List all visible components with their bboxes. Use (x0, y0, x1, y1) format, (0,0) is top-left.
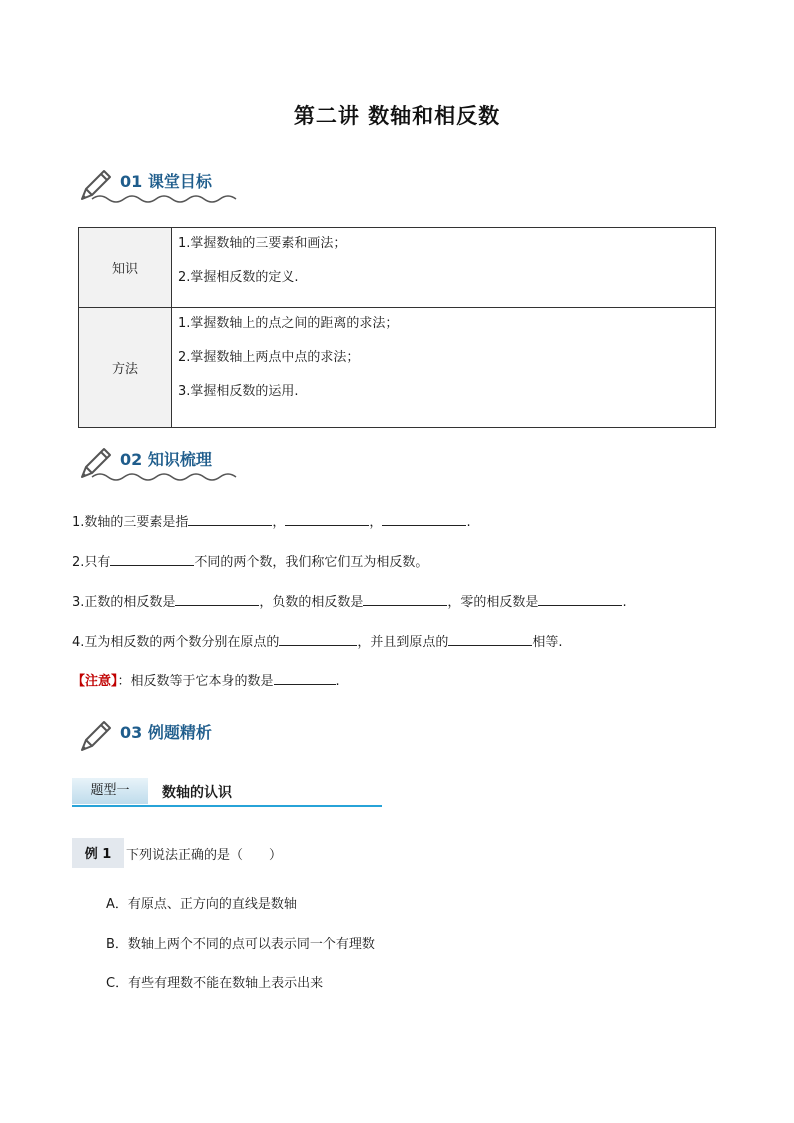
line-text: ：相反数等于它本身的数是 (117, 674, 274, 689)
section-title: 01 课堂目标 (120, 172, 212, 191)
option-b[interactable]: B．数轴上两个不同的点可以表示同一个有理数 (106, 937, 375, 952)
section-header-knowledge (76, 443, 336, 483)
line-text: 3.正数的相反数是 (72, 595, 176, 610)
knowledge-line-2 (72, 551, 428, 570)
line-text: ，并且到原点的 (357, 635, 449, 650)
goals-table (78, 227, 716, 428)
line-text: 不同的两个数，我们称它们互为相反数。 (194, 555, 429, 570)
line-text: ，负数的相反数是 (259, 595, 364, 610)
wave-divider (90, 471, 240, 481)
section-header-goals (76, 165, 336, 205)
fill-blank[interactable] (538, 591, 622, 606)
fill-blank[interactable] (382, 511, 466, 526)
line-text: . (335, 674, 340, 689)
table-row (79, 308, 716, 428)
fill-blank[interactable] (363, 591, 447, 606)
section-title: 03 例题精析 (120, 723, 212, 742)
page-title: 第二讲 数轴和相反数 (293, 104, 501, 128)
fill-blank[interactable] (279, 631, 357, 646)
option-a[interactable]: A．有原点、正方向的直线是数轴 (106, 897, 297, 912)
knowledge-line-4 (72, 631, 563, 650)
question-type-tag: 题型一 (72, 778, 148, 804)
section-title: 02 知识梳理 (120, 450, 212, 469)
question-type-name: 数轴的认识 (162, 785, 232, 801)
goal-item: 1.掌握数轴上的点之间的距离的求法； (178, 316, 399, 331)
goal-item: 2.掌握相反数的定义. (178, 270, 299, 285)
goal-item: 3.掌握相反数的运用. (178, 384, 299, 399)
wave-divider (90, 193, 240, 203)
items-cell (172, 228, 716, 308)
goal-item: 1.掌握数轴的三要素和画法； (178, 236, 347, 251)
example-question: 下列说法正确的是（ ） (126, 848, 283, 863)
category-cell: 方法 (79, 308, 172, 428)
line-text: 1.数轴的三要素是指 (72, 515, 189, 530)
fill-blank[interactable] (175, 591, 259, 606)
section-header-examples (76, 716, 336, 756)
fill-blank[interactable] (285, 511, 369, 526)
pencil-icon (76, 716, 116, 756)
knowledge-line-1 (72, 511, 471, 530)
knowledge-line-3 (72, 591, 627, 610)
items-cell (172, 308, 716, 428)
line-text: ， (369, 515, 383, 530)
line-text: . (466, 515, 471, 530)
fill-blank[interactable] (274, 670, 336, 685)
fill-blank[interactable] (188, 511, 272, 526)
note-tag: 【注意】 (72, 674, 118, 689)
option-c[interactable]: C．有些有理数不能在数轴上表示出来 (106, 976, 324, 991)
type-underline (72, 805, 382, 807)
line-text: ，零的相反数是 (447, 595, 539, 610)
question-type-bar (72, 778, 382, 810)
table-row (79, 228, 716, 308)
line-text: 4.互为相反数的两个数分别在原点的 (72, 635, 280, 650)
fill-blank[interactable] (448, 631, 532, 646)
line-text: ， (272, 515, 286, 530)
line-text: 相等. (532, 635, 563, 650)
note-line (72, 670, 340, 689)
fill-blank[interactable] (110, 551, 194, 566)
goal-item: 2.掌握数轴上两点中点的求法； (178, 350, 360, 365)
category-cell: 知识 (79, 228, 172, 308)
example-tag: 例 1 (72, 838, 124, 868)
line-text: 2.只有 (72, 555, 111, 570)
line-text: . (622, 595, 627, 610)
